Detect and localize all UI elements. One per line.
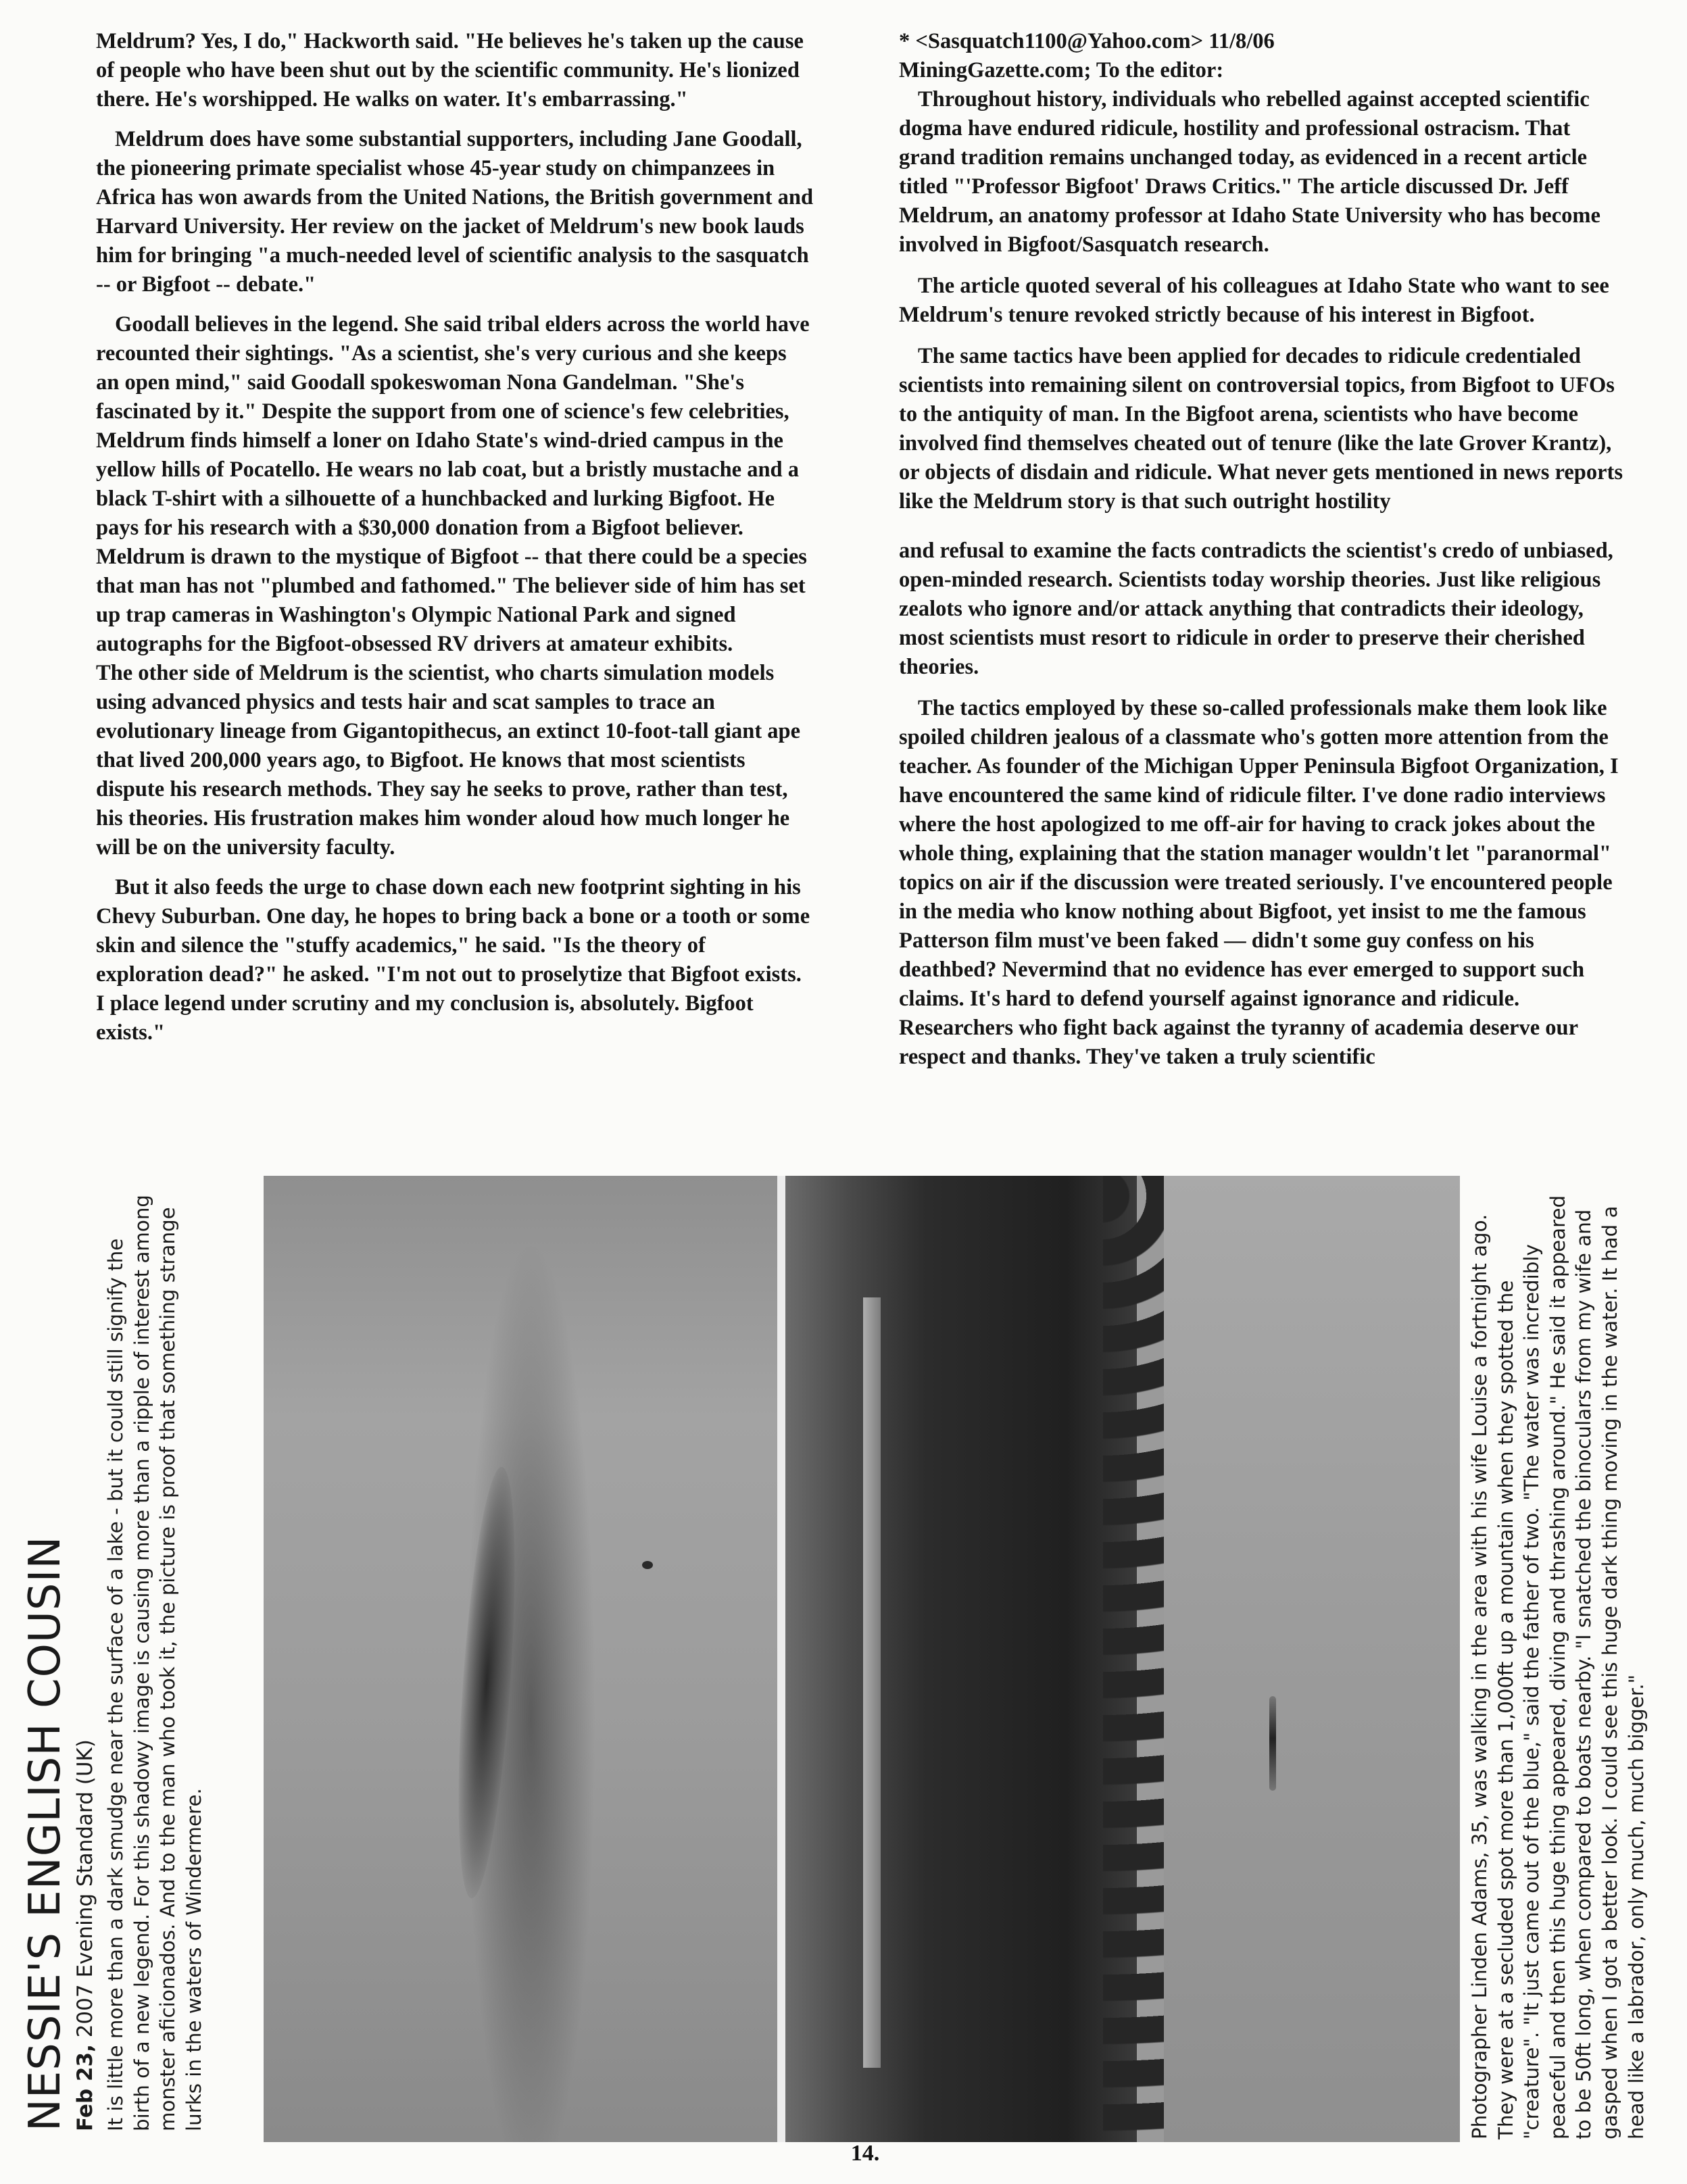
lake-water: [1164, 1176, 1460, 2142]
dark-smudge-shape: [448, 1465, 525, 1900]
letter-paragraph: and refusal to examine the facts contradicts the scientist's credo of unbiased, open-minded research. Scientists today worship theories. Just like religious zealots who ignore and/or attack anything that contradicts their ideology, most scientists must resort to ridicule in order to preserve their cherished theories.: [899, 539, 1613, 679]
article-paragraph: The other side of Meldrum is the scientist, who charts simulation models using advanced physics and tests hair and scat samples to trace an evolutionary lineage from Gigantopithecus, an extinct 10-foot-tall giant ape that lived 200,000 years ago, to Bigfoot. He knows that most scientists dispute his research methods. They say he seeks to prove, rather than test, his theories. His frustration makes him wonder aloud how much longer he will be on the university faculty.: [96, 661, 801, 860]
article-left-column: [96, 27, 814, 1047]
letter-paragraph: The same tactics have been applied for decades to ridicule credentialed scientists into remaining silent on controversial topics, from Bigfoot to UFOs to the antiquity of man. In the Bigfoot arena, scientists who have become involved find themselves cheated out of tenure (like the late Grover Krantz), or objects of disdain and ridicule. What never gets mentioned in news reports like the Meldrum story is that such outright hostility: [899, 344, 1623, 514]
letter-paragraph: The article quoted several of his colleagues at Idaho State who want to see Meldrum's tenure revoked strictly because of his interest in Bigfoot.: [899, 274, 1609, 327]
feature-caption-right: [1460, 1176, 1687, 2149]
feature-source: 2007 Evening Standard (UK): [73, 1739, 97, 2038]
feature-date: Feb 23,: [73, 2044, 97, 2131]
feature-dateline: [72, 1188, 99, 2131]
photo-divider: [777, 1176, 785, 2142]
windermere-shoreline-photo: [785, 1176, 1460, 2142]
letter-paragraph: The tactics employed by these so-called professionals make them look like spoiled children jealous of a classmate who's gotten more attention from the teacher. As founder of the Michigan Upper Peninsula Bigfoot Organization, I have encountered the same kind of ridicule filter. I've done radio interviews where the host apologized to me off-air for having to crack jokes about the whole thing, explaining that the station manager wouldn't let "paranormal" topics on air if the discussion were treated seriously. I've encountered people in the media who know nothing about Bigfoot, yet insist to me the famous Patterson film must've been faked — didn't some guy confess on his deathbed? Nevermind that no evidence has ever emerged to support such claims. It's hard to defend yourself against ignorance and ridicule. Researchers who fight back against the tyranny of academia deserve our respect and thanks. They've taken a truly scientific: [899, 696, 1619, 1069]
lake-smudge-photo: [264, 1176, 777, 2142]
page-number: 14.: [850, 2141, 880, 2166]
letter-to-editor-column: [899, 27, 1623, 1072]
photo-speck: [642, 1561, 653, 1569]
creature-streak: [1269, 1696, 1276, 1791]
feature-headline: NESSIE'S ENGLISH COUSIN: [20, 1535, 70, 2131]
letter-email-header: * <Sasquatch1100@Yahoo.com> 11/8/06: [899, 29, 1275, 53]
photographer-caption-text: Photographer Linden Adams, 35, was walking in the area with his wife Louise a fortnight ago. They were at a secluded spot more than 1,000ft up a mountain when they spotted the "creature". "It just came out of the blue," said the father of two. "The water was incredibly peaceful and then this huge thing appeared, diving and thrashing around." He said it appeared to be 50ft long, when compared to boats nearby. "I snatched the binoculars from my wife and gasped when I got a better look. I could see this huge dark thing moving in the water. It had a head like a labrador, only much, much bigger.": [1468, 1195, 1648, 2139]
article-paragraph: Meldrum? Yes, I do," Hackworth said. "He believes he's taken up the cause of people who have been shut out by the scientific community. He's lionized there. He's worshipped. He walks on water. It's embarrassing.": [96, 29, 804, 111]
article-paragraph: But it also feeds the urge to chase down each new footprint sighting in his Chevy Suburban. One day, he hopes to bring back a bone or a tooth or some skin and silence the "stuffy academics," he said. "Is the theory of exploration dead?" he asked. "I'm not out to proselytize that Bigfoot exists. I place legend under scrutiny and my conclusion is, absolutely. Bigfoot exists.": [96, 875, 810, 1045]
letter-paragraph: Throughout history, individuals who rebelled against accepted scientific dogma have endured ridicule, hostility and professional ostracism. That grand tradition remains unchanged today, as evidenced in a recent article titled "'Professor Bigfoot' Draws Critics." The article discussed Dr. Jeff Meldrum, an anatomy professor at Idaho State University who has become involved in Bigfoot/Sasquatch research.: [899, 87, 1600, 257]
shoreline-highlight: [863, 1297, 881, 2068]
article-paragraph: Meldrum does have some substantial supporters, including Jane Goodall, the pioneering primate specialist whose 45-year study on chimpanzees in Africa has won awards from the United Nations, the British government and Harvard University. Her review on the jacket of Meldrum's new book lauds him for bringing "a much-needed level of scientific analysis to the sasquatch -- or Bigfoot -- debate.": [96, 127, 814, 297]
feature-caption-left: [0, 1176, 264, 2149]
letter-recipient-header: MiningGazette.com; To the editor:: [899, 58, 1224, 82]
dark-shoreline: [785, 1176, 1137, 2142]
feature-caption-text: It is little more than a dark smudge near the surface of a lake - but it could still signify the birth of a new legend. For this shadowy image is causing more than a ripple of interest among monster aficionados. And to the man who took it, the picture is proof that something strange lurks in the waters of Windermere.: [104, 1194, 205, 2131]
article-paragraph: Goodall believes in the legend. She said tribal elders across the world have recounted their sightings. "As a scientist, she's very curious and she keeps an open mind," said Goodall spokeswoman Nona Gandelman. "She's fascinated by it." Despite the support from one of science's few celebrities, Meldrum finds himself a loner on Idaho State's wind-dried campus in the yellow hills of Pocatello. He wears no lab coat, but a bristly mustache and a black T-shirt with a silhouette of a hunchbacked and lurking Bigfoot. He pays for his research with a $30,000 donation from a Bigfoot believer. Meldrum is drawn to the mystique of Bigfoot -- that there could be a species that man has not "plumbed and fathomed." The believer side of him has set up trap cameras in Washington's Olympic National Park and signed autographs for the Bigfoot-obsessed RV drivers at amateur exhibits.: [96, 312, 810, 656]
